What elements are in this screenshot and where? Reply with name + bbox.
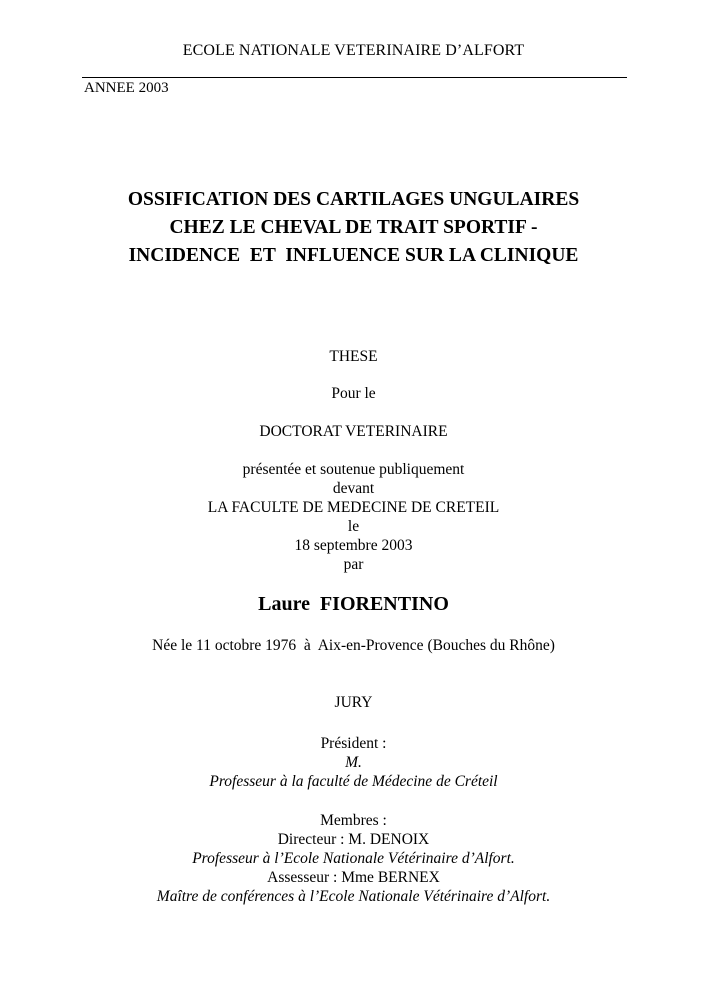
defense-date: 18 septembre 2003 (294, 537, 413, 554)
president-block (0, 734, 707, 791)
presentation-block (0, 460, 707, 574)
author-name: Laure FIORENTINO (258, 593, 449, 615)
title-line: OSSIFICATION DES CARTILAGES UNGULAIRES (127, 189, 580, 210)
members-block (0, 811, 707, 906)
header-rule (82, 77, 627, 78)
title-line: CHEZ LE CHEVAL DE TRAIT SPORTIF - (169, 217, 538, 238)
thesis-title (0, 186, 707, 270)
director: Directeur : M. DENOIX (277, 831, 430, 848)
president-name: M. (345, 754, 362, 771)
jury-heading: JURY (334, 694, 373, 711)
birth-info: Née le 11 octobre 1976 à Aix-en-Provence (Bouches du Rhône) (152, 637, 555, 654)
par-text: par (343, 556, 364, 573)
school-name: ECOLE NATIONALE VETERINAIRE D’ALFORT (182, 42, 525, 59)
president-label: Président : (320, 735, 387, 752)
faculty-name: LA FACULTE DE MEDECINE DE CRETEIL (207, 499, 500, 516)
president-title: Professeur à la faculté de Médecine de Créteil (209, 773, 498, 790)
academic-year: ANNEE 2003 (84, 80, 169, 96)
devant-text: devant (332, 480, 375, 497)
pour-le: Pour le (331, 385, 376, 402)
document-type: THESE (329, 348, 378, 365)
director-title: Professeur à l’Ecole Nationale Vétérinaire d’Alfort. (192, 850, 515, 867)
assessor: Assesseur : Mme BERNEX (267, 869, 440, 886)
title-line: INCIDENCE ET INFLUENCE SUR LA CLINIQUE (128, 245, 579, 266)
le-text: le (347, 518, 360, 535)
presented-text: présentée et soutenue publiquement (242, 461, 465, 478)
members-label: Membres : (320, 812, 387, 829)
degree: DOCTORAT VETERINAIRE (259, 423, 448, 440)
assessor-title: Maître de conférences à l’Ecole Nationale Vétérinaire d’Alfort. (156, 888, 551, 905)
